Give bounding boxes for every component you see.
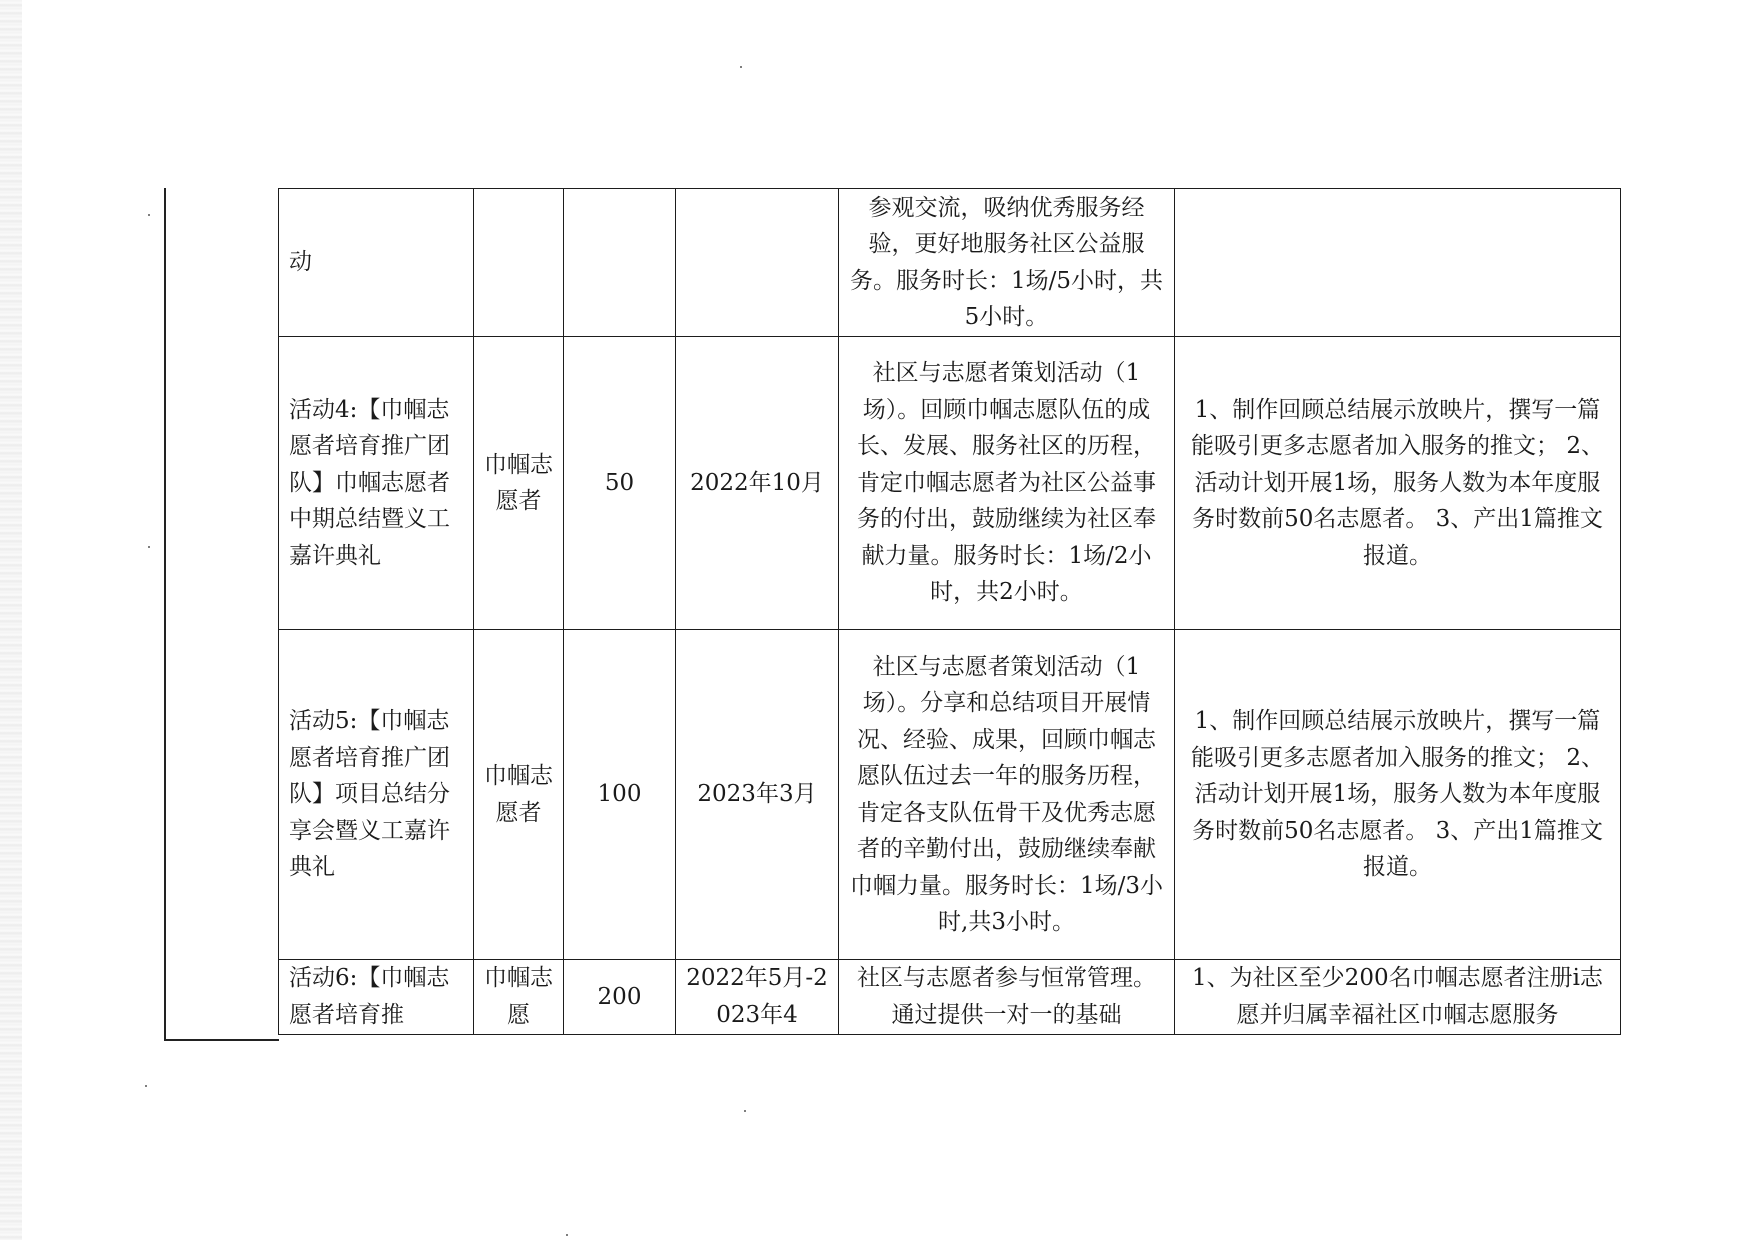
activity-content-cell: 社区与志愿者策划活动（1场）。分享和总结项目开展情况、经验、成果，回顾巾帼志愿队伍过去一年的服务历程，肯定各支队伍骨干及优秀志愿者的辛勤付出，鼓励继续奉献巾帼力量。服务时长：1场/3小时,共3小时。 [839,630,1175,960]
expected-output-cell [1175,189,1621,337]
expected-output-cell: 1、制作回顾总结展示放映片，撰写一篇能吸引更多志愿者加入服务的推文； 2、活动计划开展1场，服务人数为本年度服务时数前50名志愿者。 3、产出1篇推文报道。 [1175,630,1621,960]
scan-speck [145,1085,147,1087]
activity-name-cell: 活动6:【巾帼志愿者培育推 [279,960,474,1035]
scan-speck [148,214,150,216]
scan-speck [566,1234,568,1236]
schedule-cell: 2022年10月 [676,337,839,630]
schedule-cell: 2023年3月 [676,630,839,960]
activity-name-cell: 活动5:【巾帼志愿者培育推广团队】项目总结分享会暨义工嘉许典礼 [279,630,474,960]
scan-edge-noise [0,0,22,1240]
expected-output-cell: 1、制作回顾总结展示放映片，撰写一篇能吸引更多志愿者加入服务的推文； 2、活动计划开展1场，服务人数为本年度服务时数前50名志愿者。 3、产出1篇推文报道。 [1175,337,1621,630]
schedule-cell [676,189,839,337]
activity-name-cell: 活动4:【巾帼志愿者培育推广团队】巾帼志愿者中期总结暨义工嘉许典礼 [279,337,474,630]
left-margin-rule [164,188,166,1041]
activity-plan-table [278,188,1621,1035]
target-group-cell: 巾帼志愿 [474,960,564,1035]
participant-count-cell: 200 [564,960,676,1035]
expected-output-cell: 1、为社区至少200名巾帼志愿者注册i志愿并归属幸福社区巾帼志愿服务 [1175,960,1621,1035]
participant-count-cell: 50 [564,337,676,630]
bottom-margin-rule [164,1039,279,1041]
table-row [279,960,1621,1035]
participant-count-cell: 100 [564,630,676,960]
target-group-cell [474,189,564,337]
table-row [279,337,1621,630]
activity-name-cell: 动 [279,189,474,337]
scan-speck [744,1110,746,1112]
participant-count-cell [564,189,676,337]
table-row [279,189,1621,337]
scan-speck [740,66,742,68]
activity-content-cell: 参观交流，吸纳优秀服务经验，更好地服务社区公益服务。服务时长：1场/5小时，共5小时。 [839,189,1175,337]
target-group-cell: 巾帼志愿者 [474,630,564,960]
target-group-cell: 巾帼志愿者 [474,337,564,630]
activity-content-cell: 社区与志愿者策划活动（1场）。回顾巾帼志愿队伍的成长、发展、服务社区的历程，肯定巾帼志愿者为社区公益事务的付出，鼓励继续为社区奉献力量。服务时长：1场/2小时，共2小时。 [839,337,1175,630]
table-row [279,630,1621,960]
scan-speck [148,546,150,548]
schedule-cell: 2022年5月-2023年4 [676,960,839,1035]
activity-content-cell: 社区与志愿者参与恒常管理。通过提供一对一的基础 [839,960,1175,1035]
